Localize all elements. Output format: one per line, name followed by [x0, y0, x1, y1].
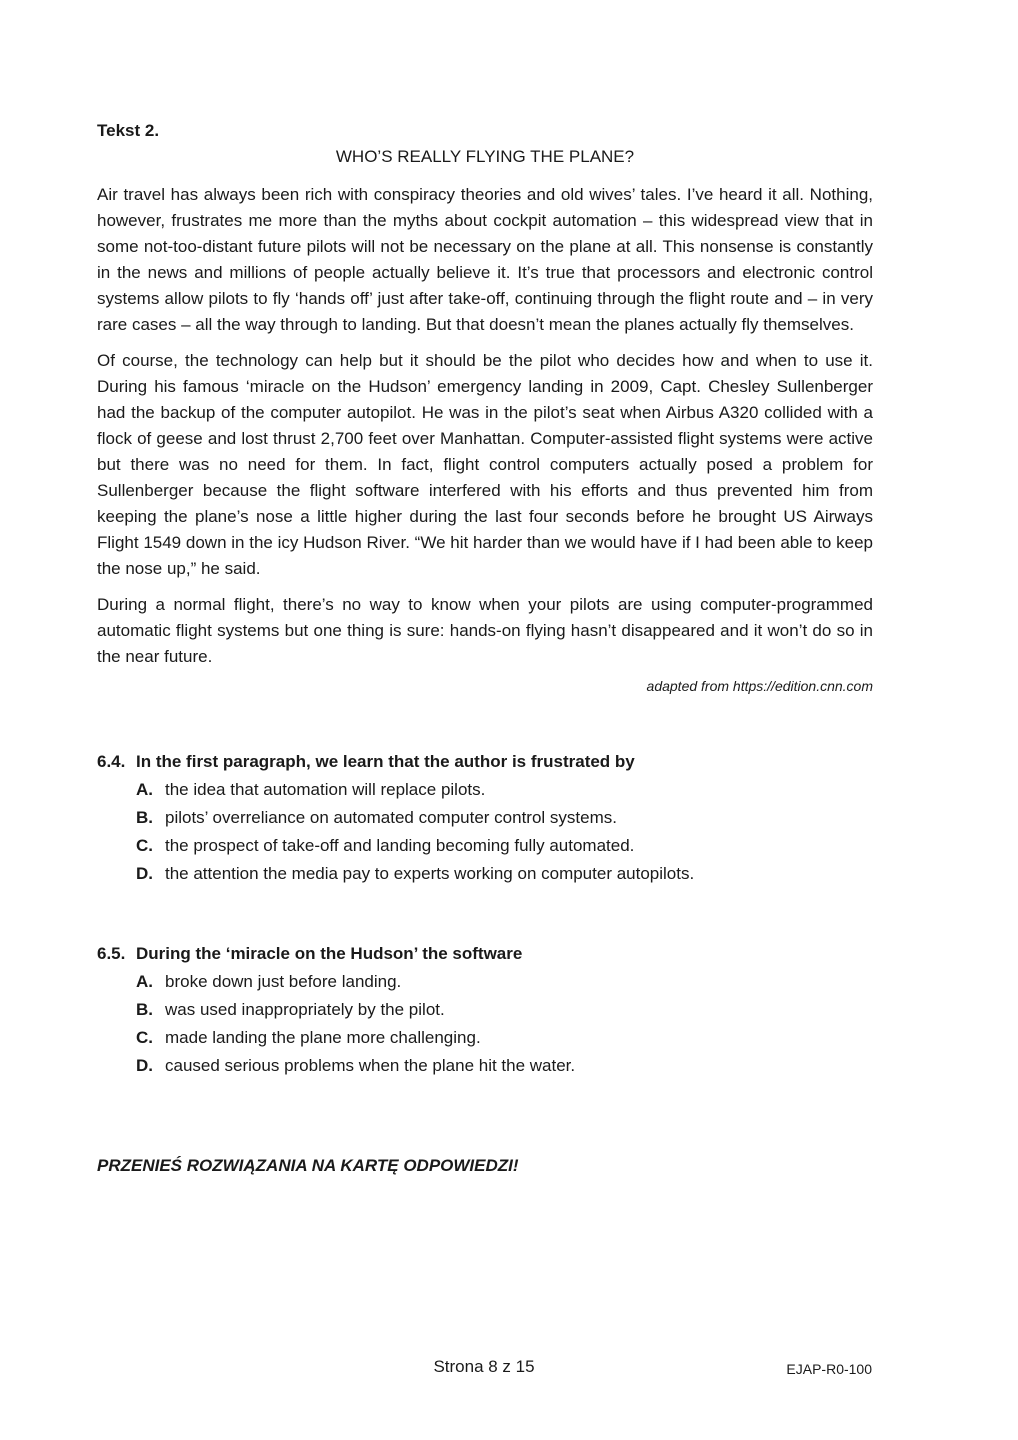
task-number: 6.4.: [97, 752, 126, 771]
option-letter: C.: [136, 836, 153, 855]
option-text: broke down just before landing.: [165, 972, 402, 991]
transfer-instruction: PRZENIEŚ ROZWIĄZANIA NA KARTĘ ODPOWIEDZI!: [97, 1156, 519, 1175]
option-b: [136, 804, 873, 832]
option-text: the prospect of take-off and landing becoming fully automated.: [165, 836, 635, 855]
task-6-5: [97, 940, 873, 1080]
task-question-text: In the first paragraph, we learn that the author is frustrated by: [136, 752, 635, 771]
document-page: [97, 118, 873, 1176]
page-number: Strona 8 z 15: [433, 1357, 535, 1376]
article-title: WHO’S REALLY FLYING THE PLANE?: [335, 147, 635, 166]
option-letter: A.: [136, 972, 153, 991]
option-c: [136, 832, 873, 860]
text-label: Tekst 2.: [97, 121, 160, 140]
exam-code: EJAP-R0-100: [786, 1361, 872, 1377]
task-question: [97, 940, 873, 968]
option-text: the attention the media pay to experts working on computer autopilots.: [165, 864, 695, 883]
option-text: made landing the plane more challenging.: [165, 1028, 481, 1047]
task-number: 6.5.: [97, 944, 126, 963]
option-letter: D.: [136, 864, 153, 883]
task-question: [97, 748, 873, 776]
option-d: [136, 860, 873, 888]
option-text: was used inappropriately by the pilot.: [165, 1000, 445, 1019]
paragraph-2: Of course, the technology can help but it should be the pilot who decides how and when to use it. During his famous ‘miracle on the Hudson’ emergency landing in 2009, Capt. Chesley Sullenberger had the backup of the computer autopilot. He was in the pilot’s seat when Airbus A320 collided with a flock of geese and lost thrust 2,700 feet over Manhattan. Computer-assisted flight systems were active but there was no need for them. In fact, flight control computers actually posed a problem for Sullenberger because the flight software interfered with his efforts and thus prevented him from keeping the plane’s nose a little higher during the last four seconds before he brought US Airways Flight 1549 down in the icy Hudson River. “We hit harder than we would have if I had been able to keep the nose up,” he said.: [97, 351, 873, 578]
option-d: [136, 1052, 873, 1080]
paragraph-1: Air travel has always been rich with conspiracy theories and old wives’ tales. I’ve heard it all. Nothing, however, frustrates me more than the myths about cockpit automation – this widespread view that in some not-too-distant future pilots will not be necessary on the plane at all. This nonsense is constantly in the news and millions of people actually believe it. It’s true that processors and electronic control systems allow pilots to fly ‘hands off’ just after take-off, continuing through the flight route and – in very rare cases – all the way through to landing. But that doesn’t mean the planes actually fly themselves.: [97, 185, 873, 334]
option-letter: B.: [136, 1000, 153, 1019]
option-text: caused serious problems when the plane hit the water.: [165, 1056, 576, 1075]
task-question-text: During the ‘miracle on the Hudson’ the software: [136, 944, 523, 963]
paragraph-3: During a normal flight, there’s no way to know when your pilots are using computer-programmed automatic flight systems but one thing is sure: hands-on flying hasn’t disappeared and it won’t do so in the near future.: [97, 595, 873, 666]
option-c: [136, 1024, 873, 1052]
task-options: [136, 968, 873, 1080]
task-options: [136, 776, 873, 888]
option-letter: C.: [136, 1028, 153, 1047]
option-letter: D.: [136, 1056, 153, 1075]
option-a: [136, 776, 873, 804]
option-letter: B.: [136, 808, 153, 827]
option-b: [136, 996, 873, 1024]
source-note: adapted from https://edition.cnn.com: [646, 678, 873, 694]
option-letter: A.: [136, 780, 153, 799]
option-text: pilots’ overreliance on automated computer control systems.: [165, 808, 617, 827]
task-6-4: [97, 748, 873, 888]
option-text: the idea that automation will replace pilots.: [165, 780, 486, 799]
option-a: [136, 968, 873, 996]
